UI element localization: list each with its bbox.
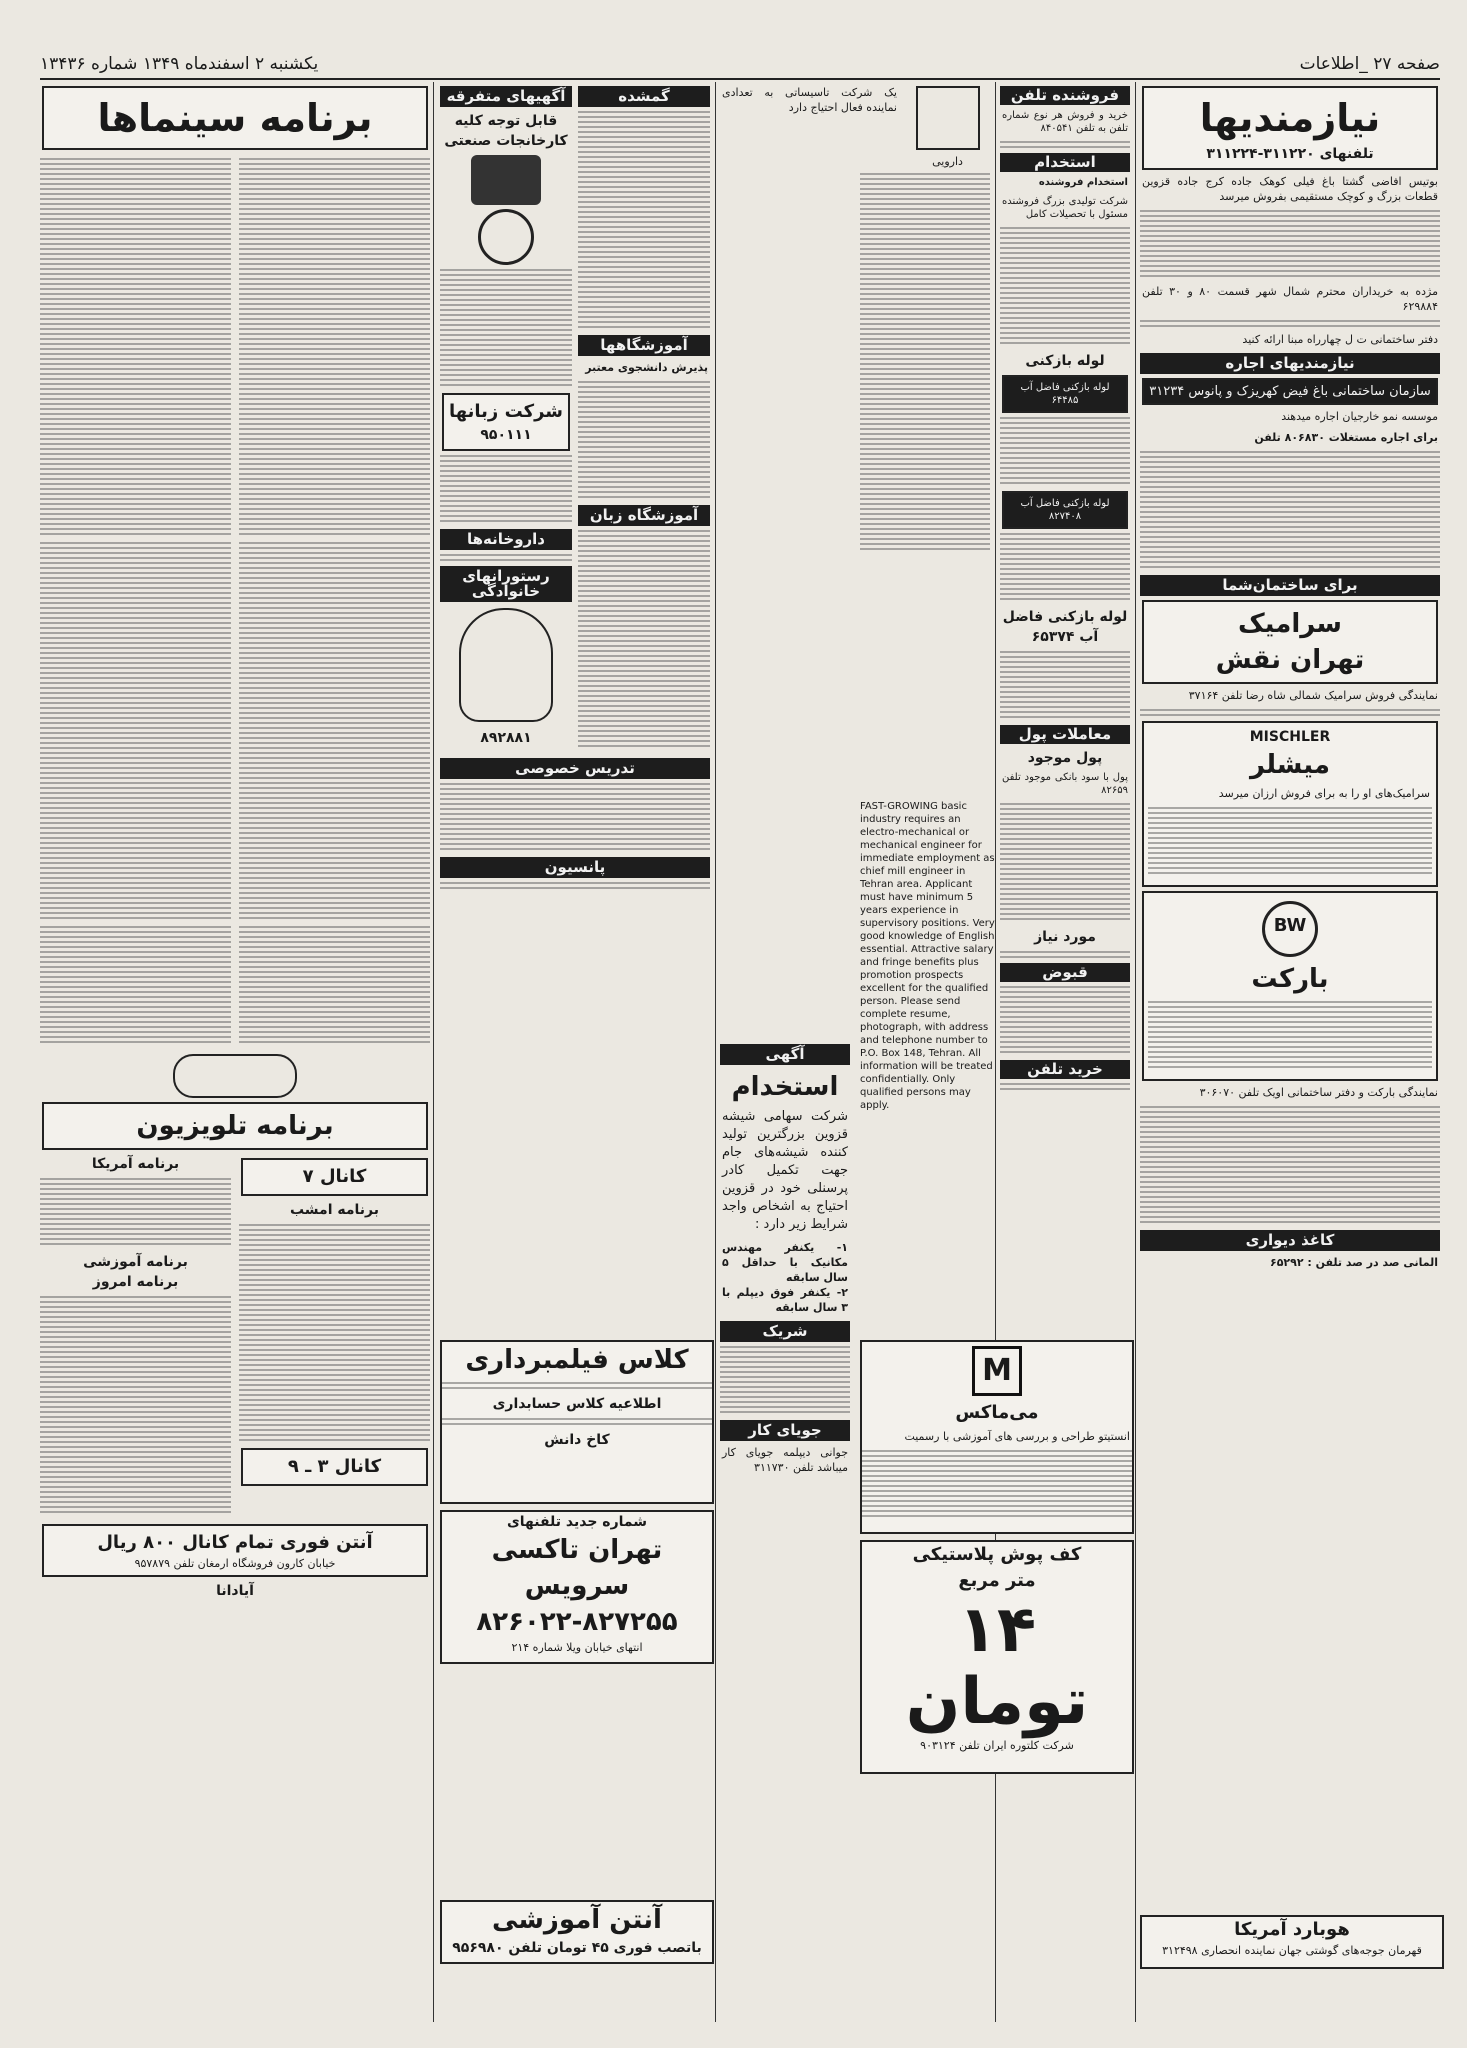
channel-3-label: کانال ۳ ـ ۹ [287, 1456, 382, 1477]
rent-box: سازمان ساختمانی باغ فیض کهریزک و پانوس ۳۱۲۳۴ [1142, 378, 1438, 405]
money-text: پول با سود بانکی موجود تلفن ۸۲۶۵۹ [1002, 772, 1128, 796]
machine-icon [471, 155, 541, 205]
ad-installation: یک شرکت تاسیساتی به تعدادی نماینده فعال احتیاج دارد [722, 86, 897, 114]
column-cinema [40, 82, 430, 2022]
antenna-title: آنتن آموزشی [492, 1905, 662, 1935]
glass-employ-title: استخدام [731, 1072, 839, 1102]
heading-buy-phone: خرید تلفن [1000, 1060, 1130, 1079]
heading-rent: نیازمندیهای اجاره [1140, 353, 1440, 374]
ad-buyers: مژده به خریداران محترم شمال شهر قسمت ۸۰ و ۳۰ تلفن ۶۲۹۸۸۴ [1142, 285, 1439, 313]
antenna-subtitle: باتصب فوری ۴۵ تومان تلفن ۹۵۶۹۸۰ [452, 1940, 702, 1956]
language-school-title: شرکت زبانها [449, 401, 563, 422]
floor-title: کف پوش پلاستیکی [912, 1544, 1082, 1565]
cinema-title-box [42, 86, 428, 150]
hen-icon [459, 608, 553, 722]
hubbard-title: هوبارد آمریکا [1234, 1919, 1350, 1940]
page-label: صفحه ۲۷ _اطلاعات [1299, 54, 1440, 74]
tv-title-box [42, 1102, 428, 1150]
antenna-ad: آنتن فوری تمام کانال ۸۰۰ ریال [97, 1532, 373, 1553]
hubbard-subtitle: قهرمان جوجه‌های گوشتی جهان نماینده انحصاری ۳۱۲۴۹۸ [1162, 1944, 1422, 1957]
money-needed: مورد نیاز [1034, 929, 1096, 945]
antenna-ad-address: خیابان کارون فروشگاه ارمغان تلفن ۹۵۷۸۷۹ [134, 1557, 336, 1570]
hubbard-box [1140, 1915, 1444, 1969]
bw-logo-icon: BW [1262, 901, 1318, 957]
film-class-footer: کاخ دانش [544, 1432, 610, 1448]
employ-sub: استخدام فروشنده [1038, 177, 1128, 188]
classifieds-phones: تلفنهای ۳۱۱۲۲۰-۳۱۱۲۲۴ [1206, 146, 1374, 162]
classifieds-title: نیازمندیها [1199, 96, 1381, 140]
pipe-box-1: لوله بازکنی فاضل آب ۶۴۴۸۵ [1002, 375, 1128, 413]
heading-language-school: آموزشگاه زبان [578, 505, 710, 526]
misc-ad: قابل توجه کلیه کارخانجات صنعتی [444, 113, 568, 149]
issue-label: یکشنبه ۲ اسفندماه ۱۳۴۹ شماره ۱۳۴۳۶ [40, 54, 319, 74]
heading-schools: آموزشگاهها [578, 335, 710, 356]
heading-loan: قبوض [1000, 963, 1130, 982]
parquet-box [1142, 891, 1438, 1081]
heading-phone-sale: فروشنده تلفن [1000, 86, 1130, 105]
language-school-box [442, 393, 570, 451]
mimax-text: انستیتو طراحی و بررسی های آموزشی با رسمیت [904, 1430, 1130, 1443]
mimax-title: می‌ماکس [955, 1402, 1039, 1423]
program-today: برنامه امروز [92, 1274, 179, 1290]
ad-rent-1: موسسه نمو خارجیان اجاره میدهند [1281, 410, 1438, 423]
heading-partner: شریک [720, 1321, 850, 1342]
ayadana: آیادانا [216, 1583, 254, 1599]
film-class-title: کلاس فیلمبرداری [465, 1345, 689, 1375]
pipe-big: لوله بازکنی فاضل آب ۶۵۳۷۴ [1002, 609, 1128, 645]
ad-job-seek: جوانی دیپلمه جویای کار میباشد تلفن ۳۱۱۷۳۰ [722, 1446, 848, 1474]
heading-pipe: لوله بازکنی [1025, 353, 1105, 369]
column-classifieds [1140, 82, 1440, 2022]
parquet-title: بارکت [1251, 964, 1329, 994]
ceramic-title: سرامیک [1238, 609, 1342, 639]
heading-build: برای ساختمان‌شما [1140, 575, 1440, 596]
accounting-class-title: اطلاعیه کلاس حسابداری [492, 1396, 662, 1412]
film-class-box [440, 1340, 714, 1504]
emblem-icon [478, 209, 534, 265]
ceramic-box [1142, 600, 1438, 684]
heading-pension: پانسیون [440, 857, 710, 878]
glass-employ-items: ۱- یکنفر مهندس مکانیک با حداقل ۵ سال سابقه ۲- یکنفر فوق دیپلم با ۳ سال سابقه [722, 1241, 848, 1314]
column-services [440, 82, 710, 1362]
ad-phone-sale: خرید و فروش هر نوع شماره تلفن به تلفن ۸۴۰۵۴۱ [1002, 110, 1128, 134]
restaurant-phone: ۸۹۲۸۸۱ [480, 730, 532, 746]
program-tonight: برنامه امشب [289, 1202, 380, 1218]
money-sub: پول موجود [1027, 750, 1103, 766]
mischler-latin: MISCHLER [1249, 729, 1331, 745]
ceramic-subtitle: تهران نقش [1215, 645, 1365, 675]
pipe-box-2: لوله بازکنی فاضل آب ۸۲۷۴۰۸ [1002, 491, 1128, 529]
cinema-title: برنامه سینماها [97, 96, 373, 140]
page-header [40, 50, 1440, 80]
ad-rent-2: برای اجاره مستغلات ۸۰۶۸۳۰ تلفن [1254, 431, 1438, 444]
antenna-box [440, 1900, 714, 1964]
heading-restaurant: رستورانهای خانوادگی [440, 566, 572, 602]
mimax-logo-icon: M [972, 1346, 1022, 1396]
heading-lost: گمشده [578, 86, 710, 107]
heading-notice: آگهی [720, 1044, 850, 1065]
ad-ceramic: نمایندگی فروش سرامیک شمالی شاه رضا تلفن ۳۷۱۶۴ [1188, 689, 1438, 702]
language-school-phone: ۹۵۰۱۱۱ [480, 427, 532, 443]
palm-label: دارویی [932, 155, 963, 168]
floor-company: شرکت کلتوره ایران تلفن ۹۰۳۱۲۴ [920, 1739, 1074, 1752]
mischler-title: میشلر [1250, 750, 1330, 780]
ad-land: بوتیس افاضی گشتا باغ فیلی کوهک جاده کرج جاده قزوین قطعات بزرگ و کوچک مستقیمی بفروش میرسد [1142, 175, 1438, 203]
taxi-name: تهران تاکسی سرویس [491, 1535, 663, 1601]
channel-7-label: کانال ۷ [302, 1166, 367, 1187]
taxi-box [440, 1510, 714, 1664]
taxi-address: انتهای خیابان ویلا شماره ۲۱۴ [511, 1641, 643, 1654]
channel-7-box [241, 1158, 428, 1196]
palm-logo-icon [916, 86, 980, 150]
heading-money: معاملات پول [1000, 725, 1130, 744]
classifieds-title-box [1142, 86, 1438, 170]
heading-wallpaper: کاغذ دیواری [1140, 1230, 1440, 1251]
mimax-box [860, 1340, 1134, 1534]
mischler-text: سرامیک‌های او را به برای فروش ارزان میرسد [1218, 787, 1430, 800]
employ-text: شرکت تولیدی بزرگ فروشنده مسئول با تحصیلات کامل [1002, 196, 1128, 220]
program-america: برنامه آمریکا [91, 1156, 180, 1172]
english-ad-text: FAST-GROWING basic industry requires an electro-mechanical or mechanical engineer for immediate employment as chief mill engineer in Tehran area. Applicant must have minimum 5 years experience in supervisory positions. Very good knowledge of English essential. Attractive salary and fringe benefits plus promotion prospects excellent for the qualified person. Please send complete resume, photograph, with address and telephone number to P.O. Box 148, Tehran. All information will be treated confidentially. Only qualified persons may apply. [860, 801, 995, 1111]
tv-title: برنامه تلویزیون [136, 1111, 334, 1141]
heading-employ: استخدام [1000, 153, 1130, 172]
taxi-heading: شماره جدید تلفنهای [506, 1514, 648, 1530]
heading-private-tutor: تدریس خصوصی [440, 758, 710, 779]
floor-box [860, 1540, 1134, 1774]
column-employment [720, 1040, 850, 1980]
ad-wallpaper: المانی صد در صد تلفن : ۶۵۲۹۲ [1269, 1256, 1438, 1269]
heading-pharmacy: داروخانه‌ها [440, 529, 572, 550]
floor-unit: متر مربع [958, 1570, 1036, 1591]
glass-employ-text: شرکت سهامی شیشه قزوین بزرگترین تولید کننده شیشه‌های جام جهت تکمیل کادر پرسنلی خود در قزوین احتیاج به اشخاص واجد شرایط زیر دارد : [722, 1109, 848, 1232]
heading-misc: آگهیهای متفرقه [440, 86, 572, 107]
ad-school: پذیرش دانشجوی معتبر [585, 361, 708, 374]
floor-price: ۱۴ تومان [905, 1593, 1089, 1739]
tv-logo-icon [173, 1054, 297, 1098]
ad-office: دفتر ساختمانی ت ل چهارراه مبنا ارائه کنید [1242, 333, 1438, 346]
program-education: برنامه آموزشی [83, 1254, 188, 1270]
antenna-ad-box [42, 1524, 428, 1577]
heading-job-seek: جویای کار [720, 1420, 850, 1441]
taxi-phone: ۸۲۶۰۲۲-۸۲۷۲۵۵ [476, 1607, 678, 1637]
mischler-box [1142, 721, 1438, 887]
channel-3-box [241, 1448, 428, 1486]
ad-parquet-agent: نمایندگی بارکت و دفتر ساختمانی اویک تلفن ۳۰۶۰۷۰ [1199, 1086, 1438, 1099]
